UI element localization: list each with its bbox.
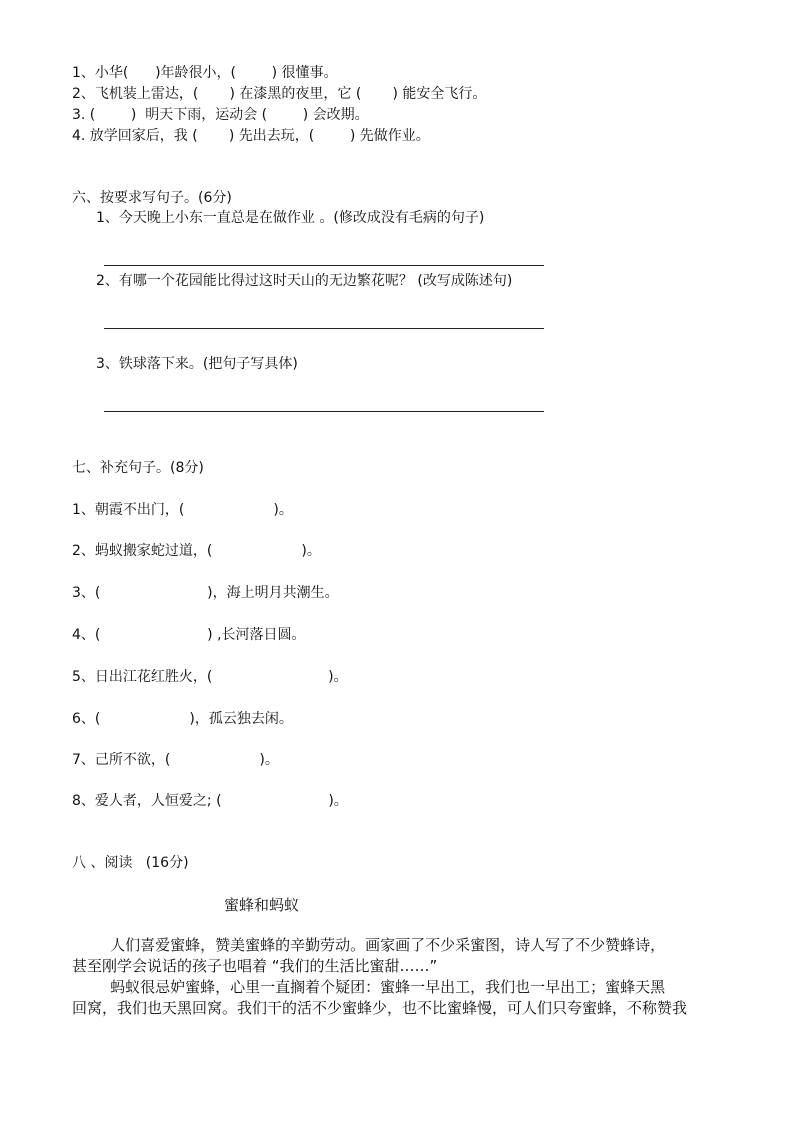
article-title: 蜜蜂和蚂蚁 [224,896,300,914]
section-6-item-2: 2、有哪一个花园能比得过这时天山的无边繁花呢？ (改写成陈述句) [96,273,513,289]
section-7-title: 七、补充句子。(8分) [72,460,204,476]
fill-item-1: 1、小华( )年龄很小，( ) 很懂事。 [72,65,338,81]
section-8-title: 八 、阅读 (16分) [72,855,189,871]
section-6-item-1: 1、今天晚上小东一直总是在做作业 。(修改成没有毛病的句子) [96,210,485,226]
section-7-item-6: 6、( )，孤云独去闲。 [72,711,293,727]
section-7-item-3: 3、( )，海上明月共潮生。 [72,585,339,601]
section-7-item-4: 4、( ) ,长河落日圆。 [72,627,306,643]
answer-line-2[interactable] [104,328,544,329]
fill-item-3: 3. ( ) 明天下雨，运动会 ( ) 会改期。 [72,107,369,123]
article-line-4: 回窝，我们也天黑回窝。我们干的活不少蜜蜂少，也不比蜜蜂慢，可人们只夸蜜蜂，不称赞我 [72,999,688,1017]
answer-line-3[interactable] [104,411,544,412]
section-6-item-3: 3、铁球落下来。(把句子写具体) [96,356,298,372]
section-7-item-8: 8、爱人者，人恒爱之; ( )。 [72,793,348,809]
section-7-item-5: 5、日出江花红胜火，( )。 [72,669,348,685]
section-7-item-2: 2、蚂蚁搬家蛇过道，( )。 [72,543,321,559]
fill-item-4: 4. 放学回家后，我 ( ) 先出去玩，( ) 先做作业。 [72,128,430,144]
fill-item-2: 2、飞机装上雷达，( ) 在漆黑的夜里，它 ( ) 能安全飞行。 [72,86,487,102]
section-7-item-1: 1、朝霞不出门，( )。 [72,502,293,518]
article-line-2: 甚至刚学会说话的孩子也唱着 “我们的生活比蜜甜……” [72,957,438,975]
article-line-3: 蚂蚁很忌妒蜜蜂，心里一直搁着个疑团：蜜蜂一早出工，我们也一早出工；蜜蜂天黑 [72,978,666,996]
answer-line-1[interactable] [104,265,544,266]
section-6-title: 六、按要求写句子。(6分) [72,190,232,206]
section-7-item-7: 7、己所不欲，( )。 [72,752,279,768]
article-body [72,935,722,1019]
article-line-1: 人们喜爱蜜蜂，赞美蜜蜂的辛勤劳动。画家画了不少采蜜图，诗人写了不少赞蜂诗， [72,936,666,954]
